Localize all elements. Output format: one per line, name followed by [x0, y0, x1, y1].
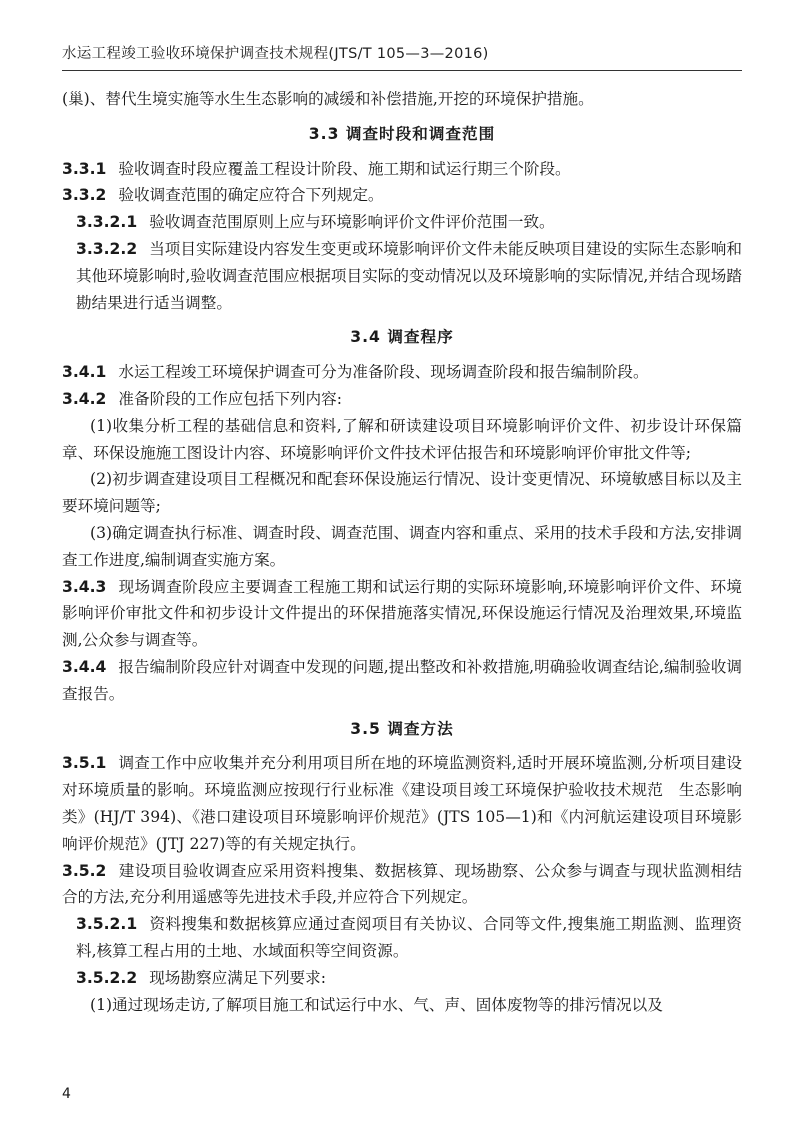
clause: [62, 156, 742, 183]
clause-text: 调查工作中应收集并充分利用项目所在地的环境监测资料,适时开展环境监测,分析项目建设对环境质量的影响。环境监测应按现行行业标准《建设项目竣工环境保护验收技术规范 生态影响类》(HJ/T 394)、《港口建设项目环境影响评价规范》(JTS 105—1)和《内河航运建设项目环境影响评价规范》(JTJ 227)等的有关规定执行。: [62, 754, 742, 853]
clause: [62, 386, 742, 413]
clause-number: 3.5.2.2: [76, 968, 138, 987]
clause: [62, 236, 742, 316]
page-number: 4: [62, 1086, 71, 1102]
running-header: 水运工程竣工验收环境保护调查技术规程(JTS/T 105—3—2016): [62, 46, 489, 62]
clause-number: 3.3.2: [62, 186, 107, 205]
clause-number: 3.4.3: [62, 577, 107, 596]
clause-text: 建设项目验收调查应采用资料搜集、数据核算、现场勘察、公众参与调查与现状监测相结合的方法,充分利用遥感等先进技术手段,并应符合下列规定。: [62, 861, 742, 907]
list-item: (3)确定调查执行标准、调查时段、调查范围、调查内容和重点、采用的技术手段和方法,安排调查工作进度,编制调查实施方案。: [62, 523, 742, 569]
document-body: [62, 86, 742, 1018]
clause-number: 3.3.2.1: [76, 213, 138, 232]
clause-text: 现场勘察应满足下列要求:: [149, 968, 326, 987]
clause-text: 资料搜集和数据核算应通过查阅项目有关协议、合同等文件,搜集施工期监测、监理资料,核算工程占用的土地、水域面积等空间资源。: [76, 915, 742, 960]
clause-text: 验收调查时段应覆盖工程设计阶段、施工期和试运行期三个阶段。: [118, 159, 571, 178]
section-heading: 3.5 调查方法: [350, 719, 454, 738]
clause-text: 准备阶段的工作应包括下列内容:: [118, 389, 342, 408]
clause-text: 水运工程竣工环境保护调查可分为准备阶段、现场调查阶段和报告编制阶段。: [118, 363, 649, 382]
section-heading: 3.3 调查时段和调查范围: [308, 124, 496, 143]
clause-number: 3.3.1: [62, 159, 107, 178]
clause-number: 3.5.2.1: [76, 915, 138, 934]
header-rule: [62, 70, 742, 71]
clause-text: 报告编制阶段应针对调查中发现的问题,提出整改和补救措施,明确验收调查结论,编制验收调查报告。: [62, 657, 742, 703]
clause-number: 3.4.1: [62, 363, 107, 382]
clause-number: 3.5.2: [62, 861, 107, 880]
clause-text: 验收调查范围原则上应与环境影响评价文件评价范围一致。: [149, 213, 555, 232]
clause: [62, 750, 742, 857]
clause-number: 3.3.2.2: [76, 239, 138, 258]
clause-number: 3.4.2: [62, 389, 107, 408]
clause-number: 3.5.1: [62, 754, 107, 773]
clause: [62, 182, 742, 209]
clause: [62, 654, 742, 708]
list-item: (1)收集分析工程的基础信息和资料,了解和研读建设项目环境影响评价文件、初步设计环保篇章、环保设施施工图设计内容、环境影响评价文件技术评估报告和环境影响评价审批文件等;: [62, 416, 742, 462]
list-item: (1)通过现场走访,了解项目施工和试运行中水、气、声、固体废物等的排污情况以及: [90, 995, 663, 1014]
clause: [62, 574, 742, 654]
clause-text: 现场调查阶段应主要调查工程施工期和试运行期的实际环境影响,环境影响评价文件、环境影响评价审批文件和初步设计文件提出的环保措施落实情况,环保设施运行情况及治理效果,环境监测,公众参与调查等。: [62, 577, 742, 650]
clause: [62, 209, 742, 236]
clause: [62, 359, 742, 386]
clause: [62, 965, 742, 992]
list-item: (2)初步调查建设项目工程概况和配套环保设施运行情况、设计变更情况、环境敏感目标以及主要环境问题等;: [62, 470, 742, 516]
clause: [62, 911, 742, 965]
clause-text: 当项目实际建设内容发生变更或环境影响评价文件未能反映项目建设的实际生态影响和其他环境影响时,验收调查范围应根据项目实际的变动情况以及环境影响的实际情况,并结合现场踏勘结果进行适当调整。: [76, 239, 742, 312]
paragraph: (巢)、替代生境实施等水生生态影响的减缓和补偿措施,开挖的环境保护措施。: [62, 90, 594, 108]
clause-text: 验收调查范围的确定应符合下列规定。: [118, 186, 384, 205]
clause-number: 3.4.4: [62, 657, 107, 676]
clause: [62, 858, 742, 912]
section-heading: 3.4 调查程序: [350, 328, 454, 347]
